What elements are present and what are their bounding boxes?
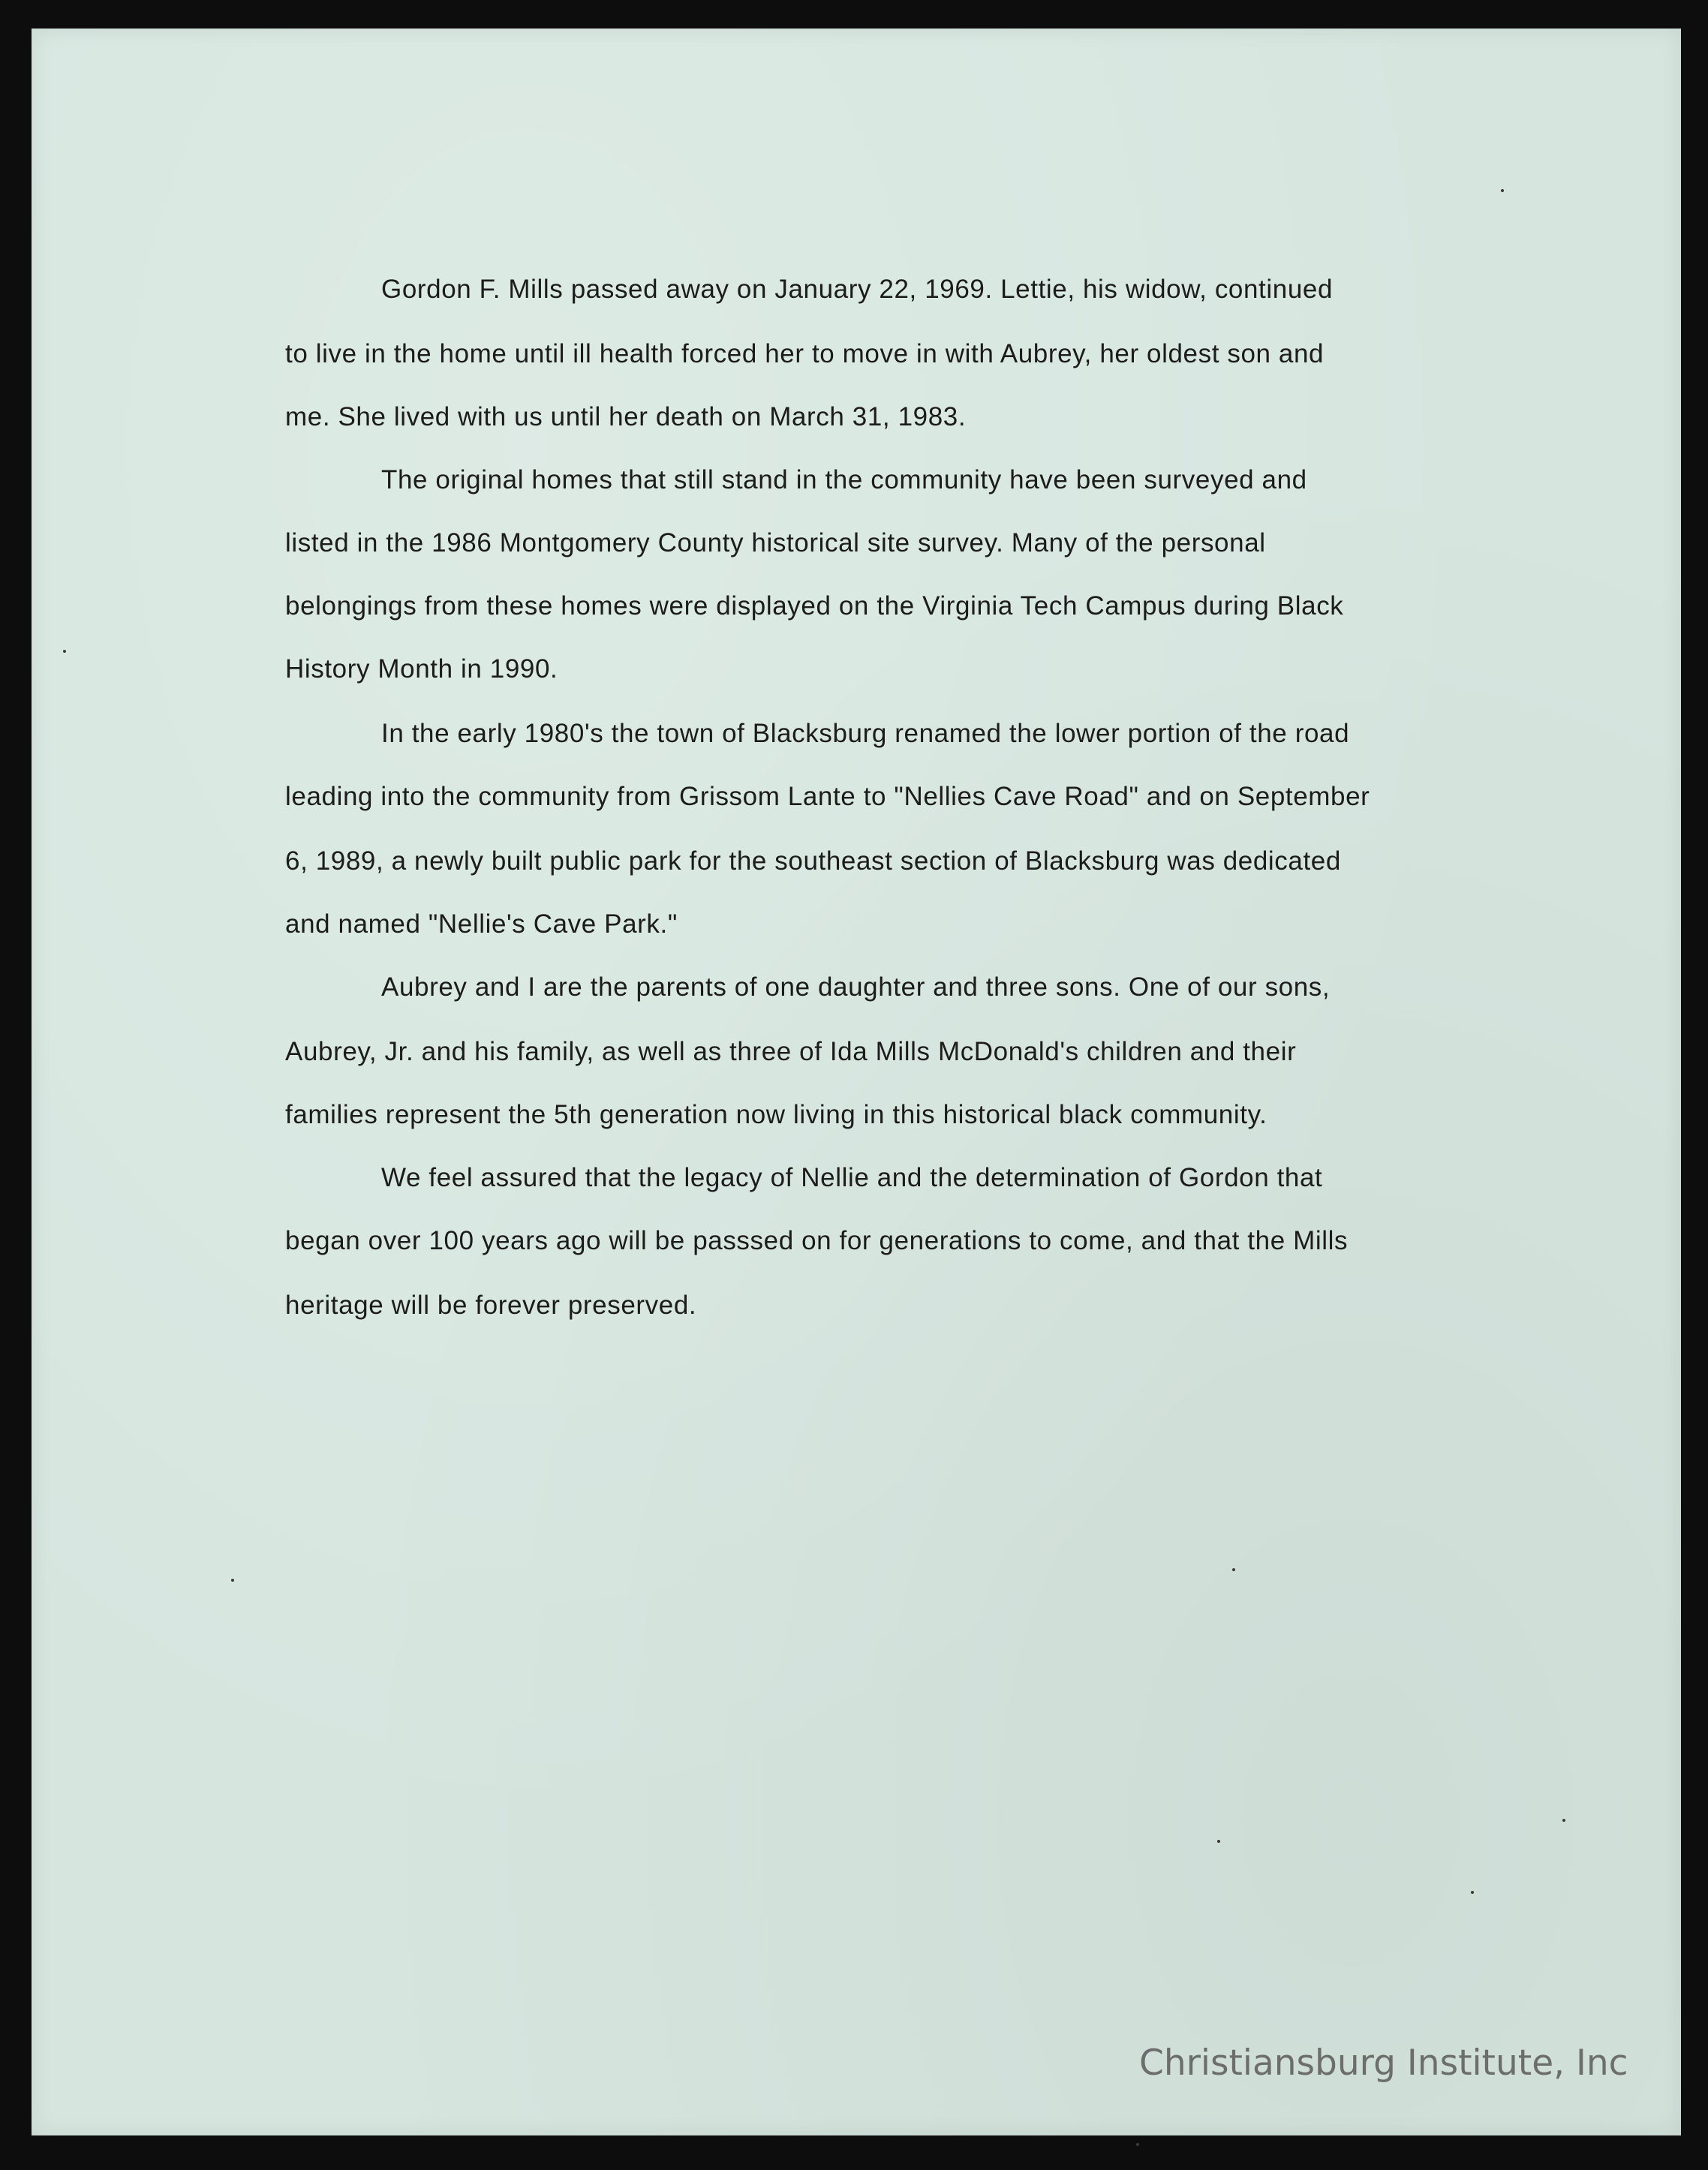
text-line: In the early 1980's the town of Blacksburg renamed the lower portion of the road — [381, 719, 1350, 748]
text-line: The original homes that still stand in the community have been surveyed and — [381, 465, 1307, 494]
paper-speck — [1136, 2143, 1139, 2146]
text-line: began over 100 years ago will be passsed on for generations to come, and that the Mills — [285, 1226, 1349, 1255]
text-line: to live in the home until ill health forced her to move in with Aubrey, her oldest son and — [285, 339, 1325, 368]
text-line: belongings from these homes were displayed on the Virginia Tech Campus during Black — [285, 591, 1344, 621]
text-line: heritage will be forever preserved. — [285, 1291, 697, 1320]
text-line: We feel assured that the legacy of Nellie and the determination of Gordon that — [381, 1163, 1323, 1192]
text-line: and named "Nellie's Cave Park." — [285, 909, 678, 939]
text-line: listed in the 1986 Montgomery County historical site survey. Many of the personal — [285, 528, 1266, 558]
text-line: families represent the 5th generation now living in this historical black community. — [285, 1100, 1267, 1129]
paper-speck — [1217, 1840, 1220, 1843]
paper-speck — [1471, 1891, 1474, 1894]
paper-speck — [231, 1579, 234, 1582]
text-line: Aubrey and I are the parents of one daughter and three sons. One of our sons, — [381, 972, 1331, 1002]
paper-page — [32, 29, 1681, 2135]
text-line: me. She lived with us until her death on March 31, 1983. — [285, 402, 967, 431]
text-line: History Month in 1990. — [285, 654, 558, 684]
paper-speck — [1562, 1819, 1565, 1822]
text-line: Gordon F. Mills passed away on January 22, 1969. Lettie, his widow, continued — [381, 275, 1334, 304]
watermark-text: Christiansburg Institute, Inc — [1139, 2042, 1628, 2084]
text-line: leading into the community from Grissom Lante to "Nellies Cave Road" and on September — [285, 782, 1370, 811]
paper-speck — [63, 650, 66, 653]
paper-speck — [1501, 189, 1504, 192]
paper-speck — [1232, 1568, 1235, 1571]
text-line: 6, 1989, a newly built public park for the southeast section of Blacksburg was dedicated — [285, 846, 1341, 876]
text-line: Aubrey, Jr. and his family, as well as three of Ida Mills McDonald's children and their — [285, 1037, 1297, 1066]
